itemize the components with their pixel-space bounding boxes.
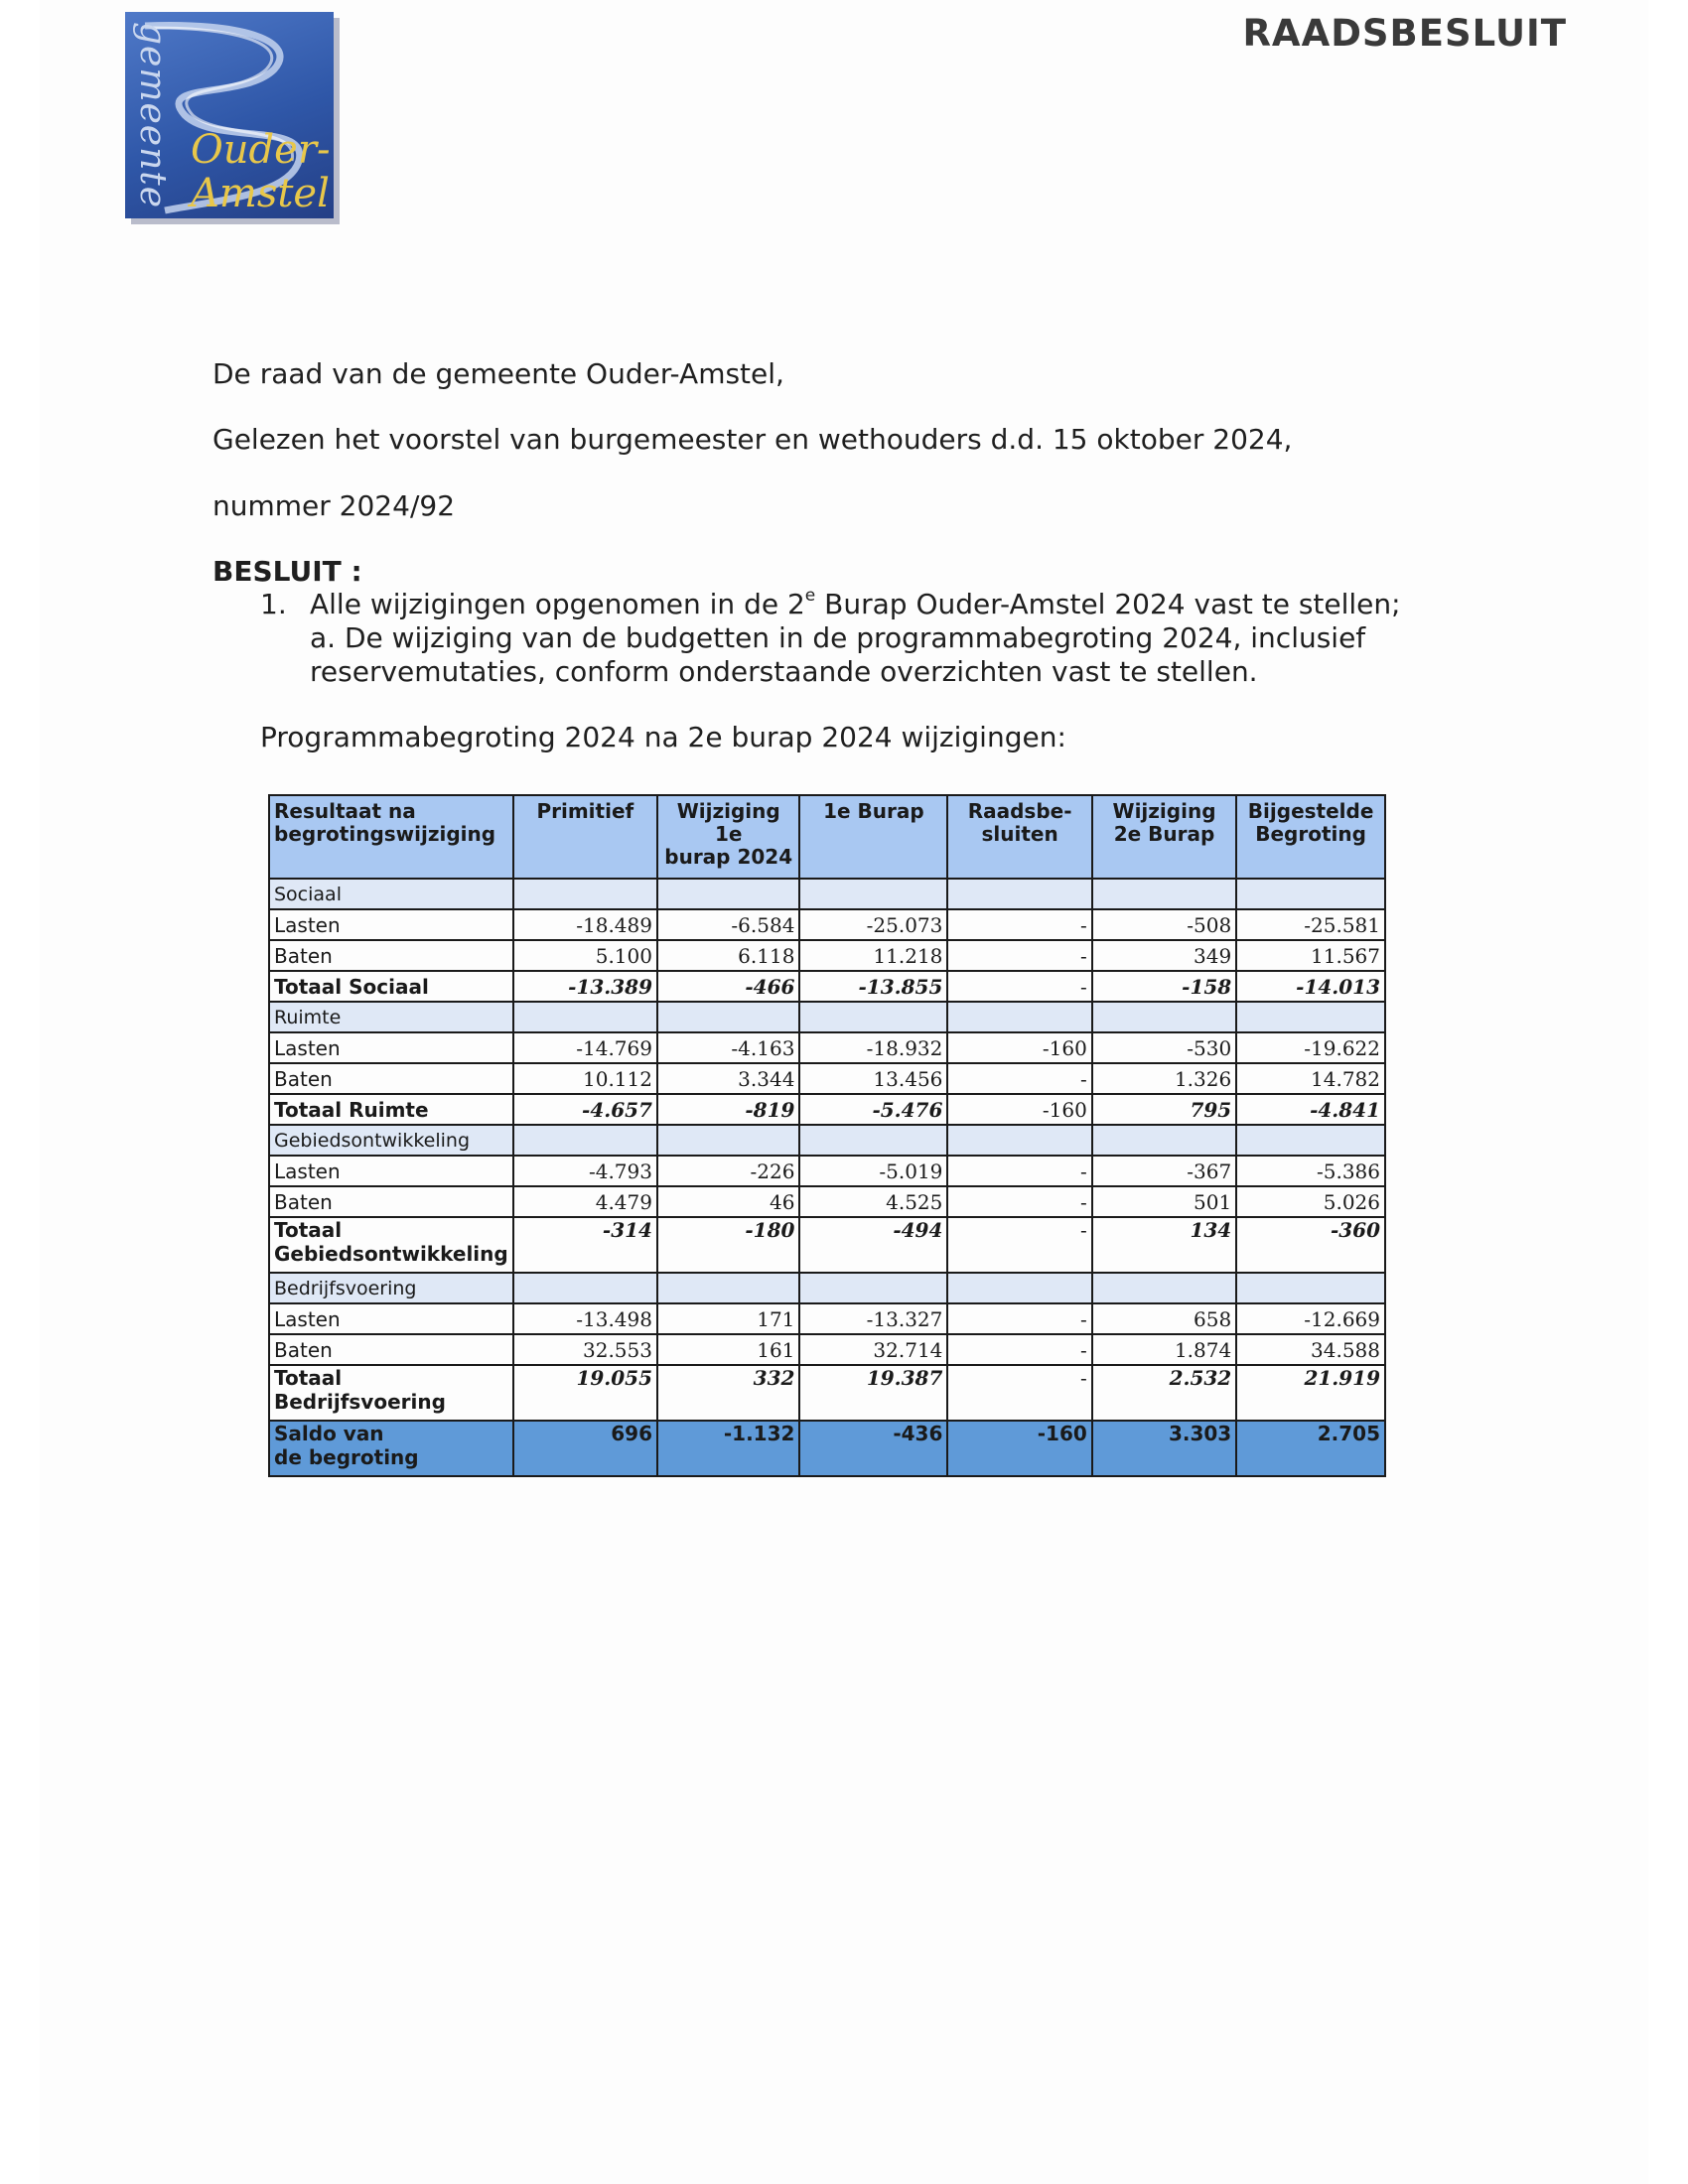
- budget-table: [268, 794, 1386, 1477]
- total-row: Totaal Sociaal -13.389 -466 -13.855 - -158 -14.013: [269, 971, 1385, 1002]
- table-row: Lasten -18.489 -6.584 -25.073 - -508 -25.581: [269, 909, 1385, 940]
- table-intro: Programmabegroting 2024 na 2e burap 2024 wijzigingen:: [260, 721, 1066, 753]
- table-row: Baten 10.112 3.344 13.456 - 1.326 14.782: [269, 1063, 1385, 1094]
- item-number: 1.: [260, 588, 287, 620]
- besluit-heading: BESLUIT :: [212, 555, 362, 588]
- total-row: Totaal Ruimte -4.657 -819 -5.476 -160 795 -4.841: [269, 1094, 1385, 1125]
- paragraph-gelezen: Gelezen het voorstel van burgemeester en wethouders d.d. 15 oktober 2024,: [212, 423, 1293, 456]
- total-row: Totaal Bedrijfsvoering 19.055 332 19.387 - 2.532 21.919: [269, 1365, 1385, 1421]
- table-row: Baten 4.479 46 4.525 - 501 5.026: [269, 1186, 1385, 1217]
- header-wijziging-1e: Wijziging 1e burap 2024: [657, 795, 799, 879]
- paragraph-raad: De raad van de gemeente Ouder-Amstel,: [212, 357, 784, 390]
- item-sup: e: [804, 586, 816, 606]
- header-raadsbesluiten: Raadsbe- sluiten: [947, 795, 1091, 879]
- total-row: Totaal Gebiedsontwikkeling -314 -180 -494 - 134 -360: [269, 1217, 1385, 1273]
- header-primitief: Primitief: [513, 795, 657, 879]
- sub-item-a-line2: reservemutaties, conform onderstaande overzichten vast te stellen.: [310, 655, 1258, 688]
- section-label: Bedrijfsvoering: [269, 1273, 513, 1303]
- table-row: Baten 5.100 6.118 11.218 - 349 11.567: [269, 940, 1385, 971]
- section-label: Ruimte: [269, 1002, 513, 1032]
- municipality-logo: [125, 12, 334, 218]
- document-type-title: RAADSBESLUIT: [1242, 12, 1567, 55]
- table-header-row: [269, 795, 1385, 879]
- item-text-b: Burap Ouder-Amstel 2024 vast te stellen;: [815, 588, 1401, 620]
- header-resultaat: Resultaat na begrotingswijziging: [269, 795, 513, 879]
- table-row: Baten 32.553 161 32.714 - 1.874 34.588: [269, 1334, 1385, 1365]
- section-row: [269, 1273, 1385, 1303]
- table-row: Lasten -13.498 171 -13.327 - 658 -12.669: [269, 1303, 1385, 1334]
- header-1e-burap: 1e Burap: [799, 795, 947, 879]
- besluit-item-1: [260, 588, 1401, 620]
- section-row: [269, 1002, 1385, 1032]
- header-bijgestelde: Bijgestelde Begroting: [1236, 795, 1385, 879]
- sub-item-a-line1: a. De wijziging van de budgetten in de programmabegroting 2024, inclusief: [310, 621, 1366, 654]
- saldo-row: Saldo van de begroting 696 -1.132 -436 -160 3.303 2.705: [269, 1421, 1385, 1476]
- section-label: Gebiedsontwikkeling: [269, 1125, 513, 1156]
- paragraph-nummer: nummer 2024/92: [212, 489, 456, 522]
- table-row: Lasten -14.769 -4.163 -18.932 -160 -530 -19.622: [269, 1032, 1385, 1063]
- logo-text-vertical: gemeente: [132, 22, 173, 209]
- item-text-a: Alle wijzigingen opgenomen in de 2: [310, 588, 805, 620]
- logo-text-line2: Amstel: [191, 171, 330, 216]
- header-wijziging-2e: Wijziging 2e Burap: [1092, 795, 1236, 879]
- section-label: Sociaal: [269, 879, 513, 909]
- logo-text-line1: Ouder-: [191, 127, 331, 173]
- section-row: [269, 1125, 1385, 1156]
- table-row: Lasten -4.793 -226 -5.019 - -367 -5.386: [269, 1156, 1385, 1186]
- section-row: [269, 879, 1385, 909]
